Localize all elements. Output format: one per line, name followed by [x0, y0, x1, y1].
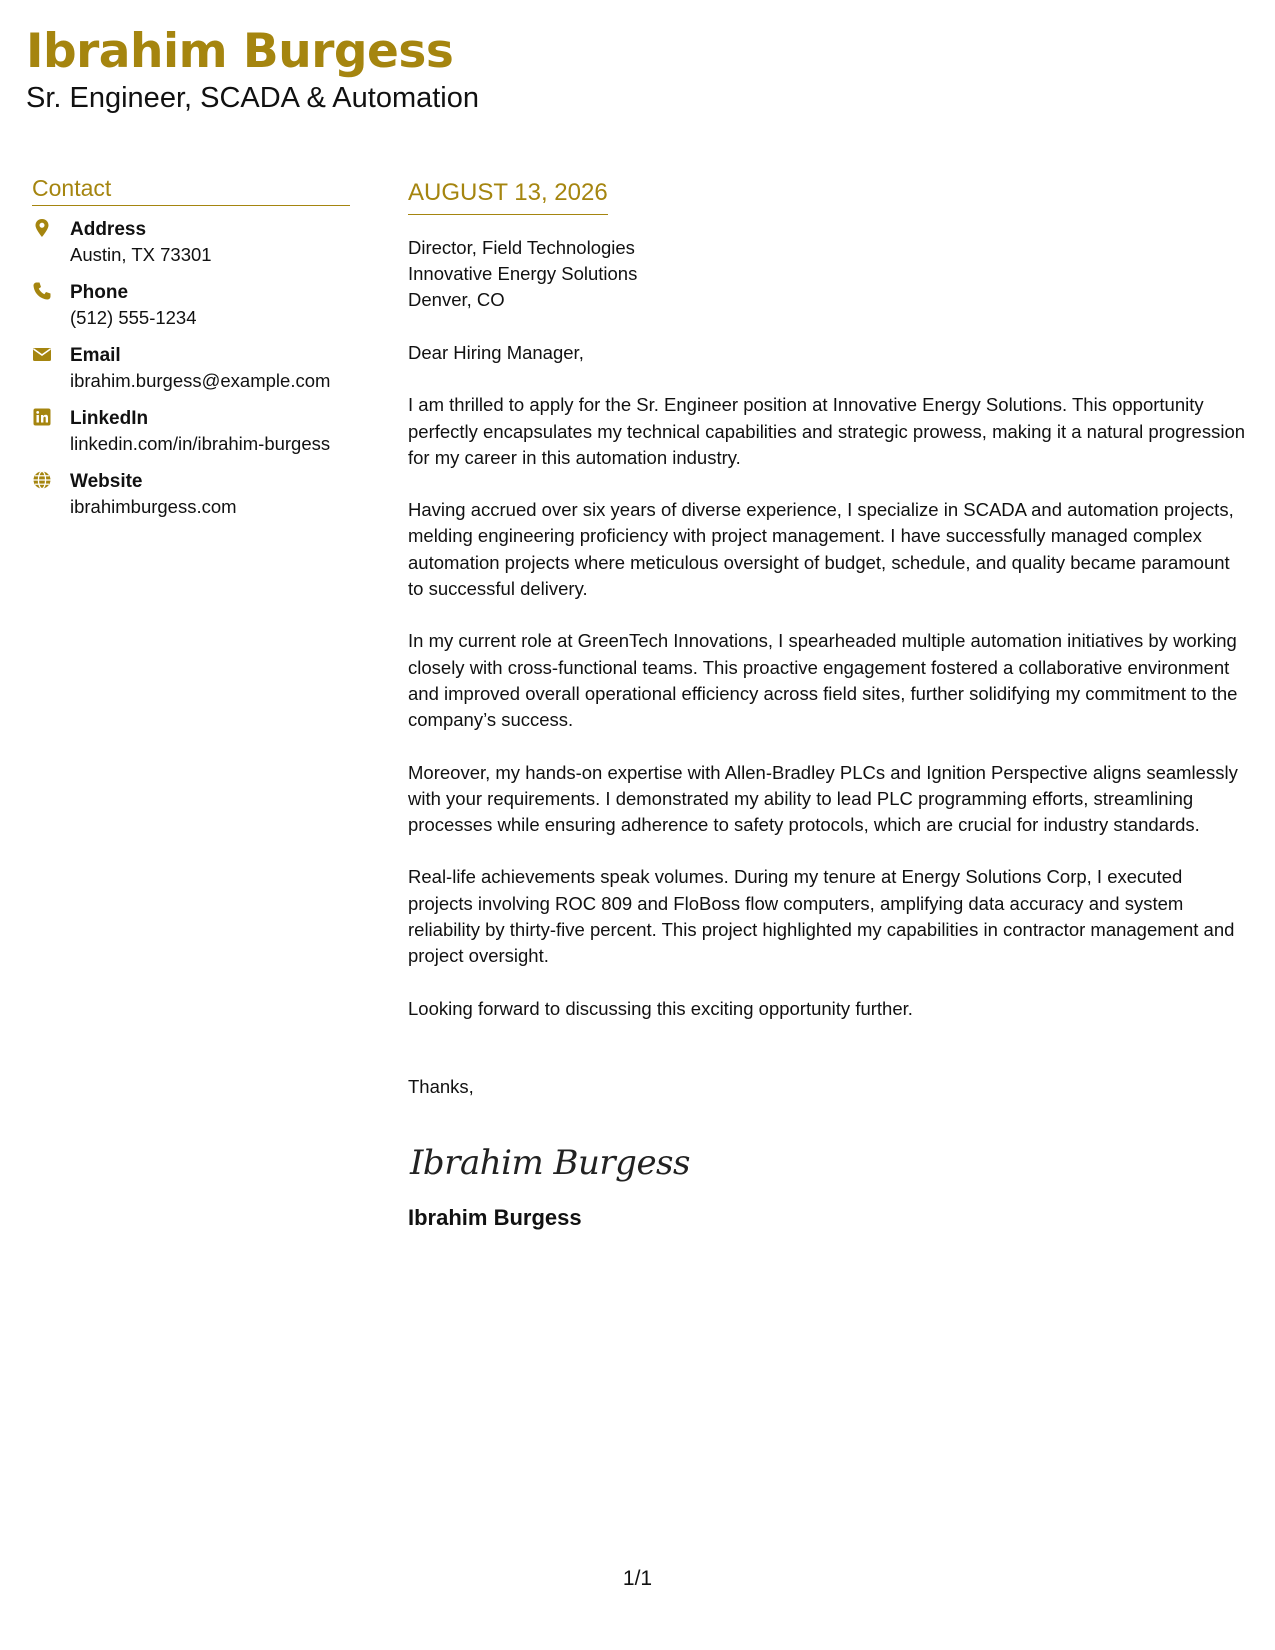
- body-paragraph: Looking forward to discussing this exciting opportunity further.: [408, 997, 913, 1019]
- body-paragraph: Having accrued over six years of diverse experience, I specialize in SCADA and automation projects, melding engineering proficiency with project management. I have successfully managed complex automation projects where meticulous oversight of budget, schedule, and quality became paramount to successful delivery.: [408, 499, 1234, 600]
- applicant-title: Sr. Engineer, SCADA & Automation: [26, 82, 479, 114]
- contact-item-linkedin: [32, 406, 350, 469]
- contact-item-website: [32, 469, 350, 532]
- contact-item-email: [32, 343, 350, 406]
- linkedin-icon: [32, 407, 52, 427]
- location-pin-icon: [32, 218, 52, 238]
- envelope-icon: [32, 344, 52, 364]
- recipient-line: Innovative Energy Solutions: [408, 263, 638, 284]
- contact-item-address: [32, 217, 350, 280]
- body-paragraph: Real-life achievements speak volumes. During my tenure at Energy Solutions Corp, I executed projects involving ROC 809 and FloBoss flow computers, amplifying data accuracy and system reliability by thirty-five percent. This project highlighted my capabilities in contractor management and project oversight.: [408, 866, 1235, 967]
- recipient-block: [408, 235, 1248, 313]
- body-paragraph: Moreover, my hands-on expertise with Allen-Bradley PLCs and Ignition Perspective aligns seamlessly with your requirements. I demonstrated my ability to lead PLC programming efforts, streamlining processes while ensuring adherence to safety protocols, which are crucial for industry standards.: [408, 761, 1238, 836]
- contact-value: Austin, TX 73301: [70, 244, 212, 265]
- closing: Thanks,: [408, 1075, 474, 1097]
- contact-label: Address: [70, 219, 147, 240]
- phone-icon: [32, 281, 52, 301]
- contact-value: (512) 555-1234: [70, 307, 197, 328]
- body-paragraph: I am thrilled to apply for the Sr. Engineer position at Innovative Energy Solutions. This opportunity perfectly encapsulates my technical capabilities and strategic prowess, making it a natural progression for my career in this automation industry.: [408, 394, 1246, 468]
- signer-name: Ibrahim Burgess: [408, 1204, 582, 1230]
- contact-label: LinkedIn: [70, 408, 149, 429]
- contact-label: Website: [70, 471, 143, 492]
- contact-list: [32, 217, 350, 532]
- contact-label: Phone: [70, 282, 129, 303]
- recipient-line: Denver, CO: [408, 289, 505, 310]
- contact-value: ibrahim.burgess@example.com: [70, 370, 331, 391]
- contact-section-title: Contact: [32, 174, 350, 206]
- resume-header: [26, 22, 479, 116]
- contact-value: ibrahimburgess.com: [70, 496, 237, 517]
- contact-item-phone: [32, 280, 350, 343]
- letter-date: AUGUST 13, 2026: [408, 178, 608, 215]
- recipient-line: Director, Field Technologies: [408, 237, 635, 258]
- cover-letter: [408, 178, 1248, 1232]
- contact-value: linkedin.com/in/ibrahim-burgess: [70, 433, 331, 454]
- salutation: Dear Hiring Manager,: [408, 342, 584, 363]
- applicant-name: Ibrahim Burgess: [26, 24, 454, 79]
- page-indicator: 1/1: [622, 1567, 653, 1590]
- body-paragraph: In my current role at GreenTech Innovations, I spearheaded multiple automation initiatives by working closely with cross-functional teams. This proactive engagement fostered a collaborative environment and improved overall operational efficiency across field sites, further solidifying my commitment to the company’s success.: [408, 630, 1238, 731]
- contact-label: Email: [70, 345, 121, 366]
- signature-text: Ibrahim Burgess: [410, 1142, 690, 1183]
- contact-sidebar: [32, 174, 350, 532]
- globe-icon: [32, 470, 52, 490]
- handwritten-signature: [408, 1130, 1248, 1190]
